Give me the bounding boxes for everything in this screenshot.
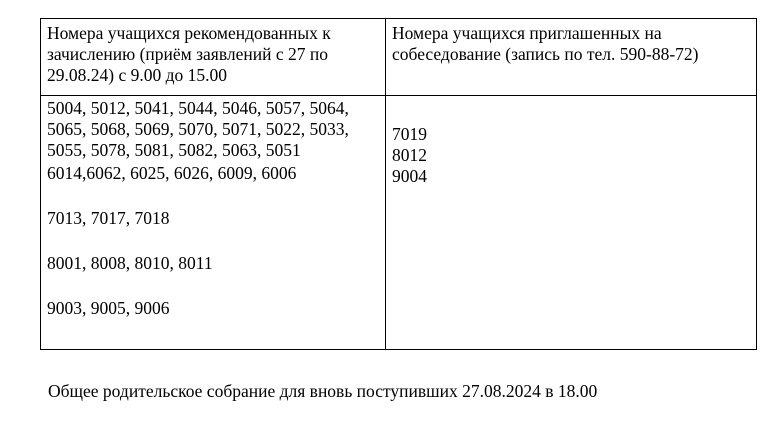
invited-number: 8012 xyxy=(392,145,427,165)
recommended-group-9000: 9003, 9005, 9006 xyxy=(47,298,170,318)
table-header-row xyxy=(41,19,757,96)
parent-meeting-note: Общее родительское собрание для вновь поступивших 27.08.2024 в 18.00 xyxy=(48,381,598,401)
cell-recommended-numbers xyxy=(41,96,386,350)
header-invited: Номера учащихся приглашенных на собеседование (запись по тел. 590-88-72) xyxy=(386,19,757,96)
header-recommended: Номера учащихся рекомендованных к зачислению (приём заявлений с 27 по 29.08.24) с 9.00 до 15.00 xyxy=(41,19,386,96)
invited-list xyxy=(392,124,750,187)
recommended-group-6000: 6014,6062, 6025, 6026, 6009, 6006 xyxy=(47,163,297,183)
invited-number: 9004 xyxy=(392,166,427,186)
table-row xyxy=(41,96,757,350)
invited-number: 7019 xyxy=(392,124,427,144)
recommended-group-8000: 8001, 8008, 8010, 8011 xyxy=(47,253,213,273)
recommended-group-5000: 5004, 5012, 5041, 5044, 5046, 5057, 5064, 5065, 5068, 5069, 5070, 5071, 5022, 5033, 5055, 5078, 5081, 5082, 5063, 5051 xyxy=(47,98,349,160)
students-table xyxy=(40,18,757,350)
cell-invited-numbers xyxy=(386,96,757,350)
recommended-group-7000: 7013, 7017, 7018 xyxy=(47,208,170,228)
